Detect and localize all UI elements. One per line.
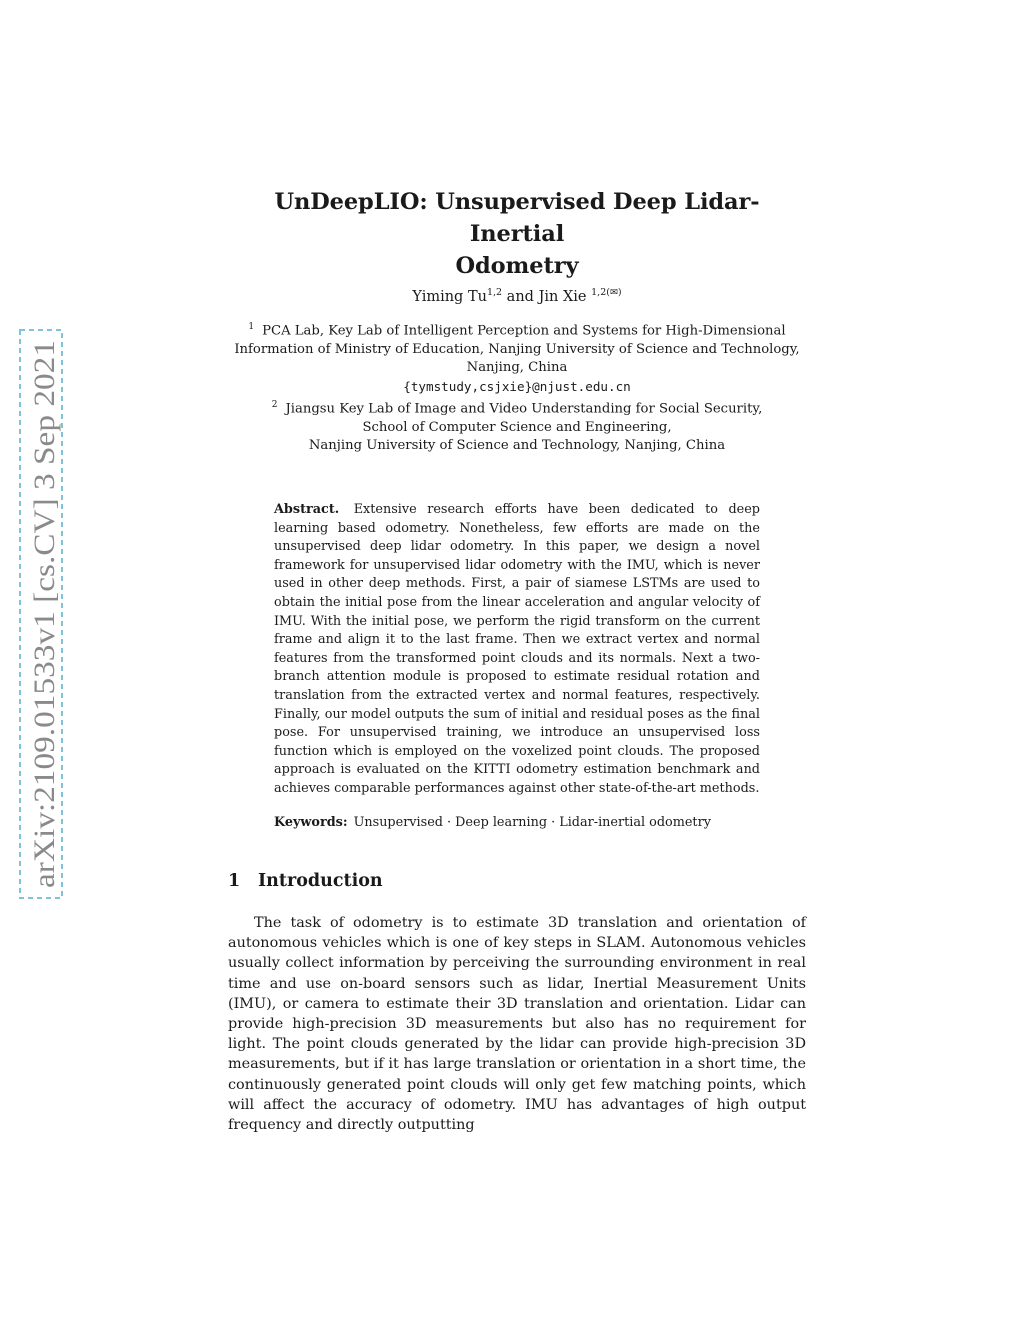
affiliation-2-line-3: Nanjing University of Science and Technology, Nanjing, China	[308, 438, 726, 454]
affiliation-1-line-1: $^1$ PCA Lab, Key Lab of Intelligent Perception and Systems for High-Dimensional	[248, 322, 786, 339]
paper-title	[228, 186, 806, 282]
author-affiliation-mark: 1,2	[486, 287, 503, 298]
author-affiliation-mark: 1,2(✉)	[591, 287, 622, 298]
arxiv-stamp-graphic	[18, 328, 64, 900]
abstract-text: Extensive research efforts have been dedicated to deep learning based odometry. Nonetheless, few efforts are made on the unsupervised deep lidar odometry. In this paper, we design a novel framework for unsupervised lidar odometry with the IMU, which is never used in other deep methods. First, a pair of siamese LSTMs are used to obtain the initial pose from the linear acceleration and angular velocity of IMU. With the initial pose, we perform the rigid transform on the current frame and align it to the last frame. Then we extract vertex and normal features from the transformed point clouds and its normals. Next a two-branch attention module is proposed to estimate residual rotation and translation from the extracted vertex and normal features, respectively. Finally, our model outputs the sum of initial and residual poses as the final pose. For unsupervised training, we introduce an unsupervised loss function which is employed on the voxelized point clouds. The proposed approach is evaluated on the KITTI odometry estimation benchmark and achieves comparable performances against other state-of-the-art methods.	[274, 502, 760, 796]
arxiv-id-text: arXiv:2109.01533v1 [cs.CV] 3 Sep 2021	[28, 394, 61, 888]
section-title: Introduction	[258, 871, 383, 891]
title-line-1: UnDeepLIO: Unsupervised Deep Lidar-Inertial	[274, 189, 760, 247]
intro-paragraph: The task of odometry is to estimate 3D translation and orientation of autonomous vehicles which is one of key steps in SLAM. Autonomous vehicles usually collect information by perceiving the surrounding environment in real time and use on-board sensors such as lidar, Inertial Measurement Units (IMU), or camera to estimate their 3D translation and orientation. Lidar can provide high-precision 3D measurements but also has no requirement for light. The point clouds generated by the lidar can provide high-precision 3D measurements, but if it has large translation or orientation in a short time, the continuously generated point clouds will only get few matching points, which will affect the accuracy of odometry. IMU has advantages of high output frequency and directly outputting	[228, 915, 806, 1134]
affiliation-1-line-2: Information of Ministry of Education, Nanjing University of Science and Technology,	[234, 341, 800, 357]
author-list	[228, 283, 806, 307]
affiliations	[228, 318, 806, 456]
author-name: Jin Xie	[538, 288, 587, 305]
keywords-text: Unsupervised · Deep learning · Lidar-inertial odometry	[353, 815, 711, 830]
affiliation-mark: 2	[271, 400, 278, 411]
abstract	[274, 501, 760, 799]
section-number: 1	[228, 871, 241, 891]
title-line-2: Odometry	[455, 253, 579, 279]
keywords-label: Keywords:	[274, 815, 348, 830]
arxiv-stamp	[18, 328, 64, 900]
keywords	[274, 814, 760, 833]
affiliation-2-line-1: $^2$ Jiangsu Key Lab of Image and Video Understanding for Social Security,	[271, 400, 763, 417]
affiliation-2-line-2: School of Computer Science and Engineering,	[362, 419, 672, 435]
author-joiner: and	[502, 288, 539, 305]
affiliation-mark: 1	[248, 322, 255, 332]
author-email: {tymstudy,csjxie}@njust.edu.cn	[403, 378, 631, 394]
author-name: Yiming Tu	[412, 288, 487, 305]
section-heading	[228, 869, 806, 893]
affiliation-1-line-3: Nanjing, China	[466, 360, 568, 376]
abstract-label: Abstract.	[274, 502, 340, 517]
